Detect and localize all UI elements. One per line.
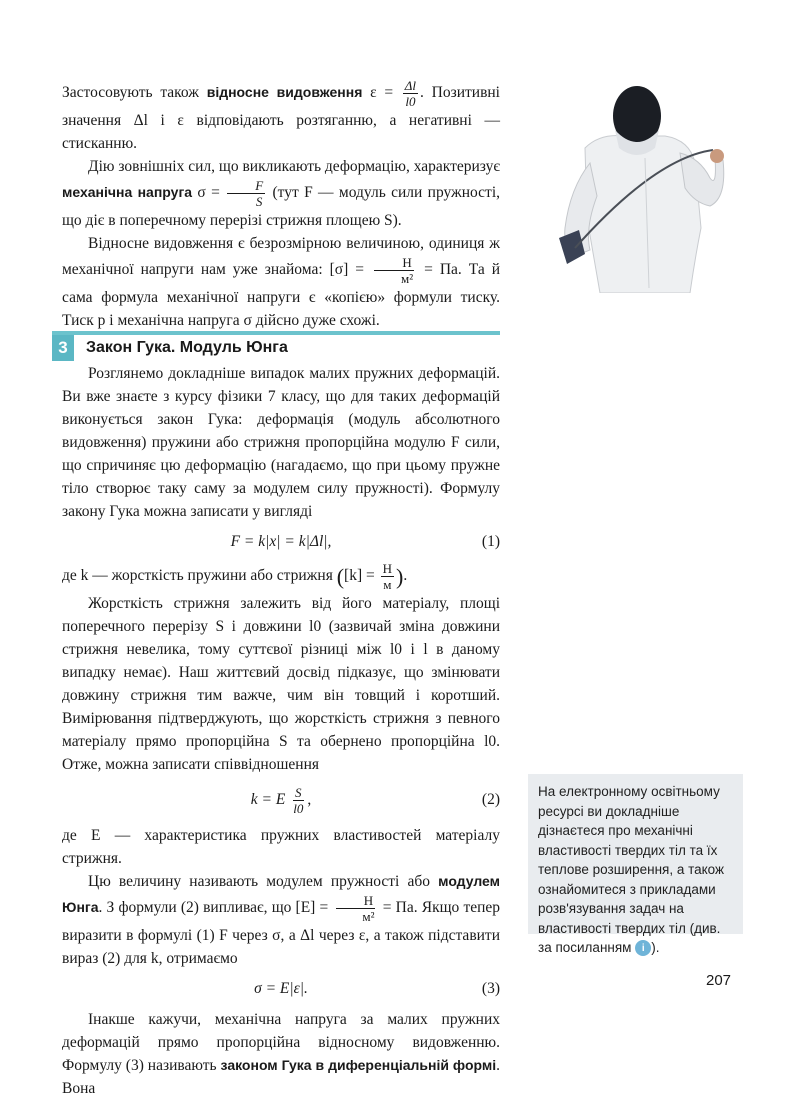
fraction-epsilon: $\frac{\Delta l}{l0}$ bbox=[404, 78, 417, 109]
equation-number-2: (2) bbox=[481, 791, 500, 808]
paragraph-mechanical-stress: Дію зовнішніх сил, що викликають деформацію, характеризує механічна напруга σ = $\frac{F}{S}$ (тут F — модуль сили пружності, що діє в поперечному перерізі стрижня площею S). bbox=[62, 158, 501, 229]
term-young-modulus: модулем Юнга bbox=[62, 873, 501, 916]
formula-2: k = E $\frac{S}{l0}$ , (2) bbox=[62, 780, 500, 820]
section-number: 3 bbox=[52, 335, 74, 361]
term-mechanical-stress: механічна напруга bbox=[62, 184, 193, 201]
term-relative-elongation: відносне видовження bbox=[206, 84, 363, 101]
fencer-photo bbox=[545, 78, 735, 293]
equation-number-1: (1) bbox=[481, 533, 500, 550]
fraction-young-unit: $\frac{Н}{\text{м²}}$ bbox=[334, 893, 376, 924]
section-heading bbox=[52, 331, 500, 361]
body-block bbox=[62, 362, 500, 1100]
page-number: 207 bbox=[706, 972, 732, 989]
term-hooke-differential: законом Гука в диференціальній формі bbox=[220, 1057, 497, 1073]
section-title: Закон Гука. Модуль Юнга bbox=[86, 339, 288, 356]
paragraph-units: Відносне видовження є безрозмірною величиною, одиниця ж механічної напруги нам уже знайома: [σ] = $\frac{Н}{\text{м²}}$ = Па. Та й сама формула механічної напруги є «копією» формули тиску. Тиск p і механічна напруга σ дійсно дуже схожі. bbox=[62, 235, 501, 329]
formula-3: σ = E|ε|. (3) bbox=[62, 974, 500, 1004]
paragraph-relative-elongation: Застосовують також відносне видовження ε = $\frac{\Delta l}{l0}$ . Позитивні значення Δl і ε відповідають розтяганню, а негативні — стисканню. bbox=[62, 78, 500, 152]
fraction-pascal-unit: $\frac{Н}{\text{м²}}$ bbox=[373, 255, 415, 286]
paragraph-stiffness-def: де k — жорсткість пружини або стрижня ([k] = $\frac{Н}{м}$ ). bbox=[62, 561, 408, 592]
e-resource-note: На електронному освітньому ресурсі ви докладніше дізнаєтеся про механічні властивості твердих тіл та їх теплове розширення, а також ознайомитеся з прикладами розв'язування задач на властивості твердих тіл (див. за посиланням i ). bbox=[528, 774, 743, 934]
fraction-stiffness-unit: $\frac{Н}{м}$ bbox=[382, 561, 392, 592]
fraction-s-over-l0: $\frac{S}{l0}$ bbox=[293, 784, 304, 816]
paragraph-e-definition: де E — характеристика пружних властивостей матеріалу стрижня. bbox=[62, 827, 500, 867]
intro-block bbox=[62, 78, 500, 332]
paragraph-differential-form: Інакше кажучи, механічна напруга за малих пружних деформацій прямо пропорційна відносному видовженню. Формулу (3) називають законом Гука в диференціальній формі. Вона bbox=[62, 1011, 500, 1097]
equation-number-3: (3) bbox=[481, 980, 500, 997]
paragraph-hooke-intro: Розглянемо докладніше випадок малих пружних деформацій. Ви вже знаєте з курсу фізики 7 класу, що для таких деформацій виконується закон Гука: деформація (модуль абсолютного видовження) пружини або стрижня пропорційна модулю F сили, що спричиняє цю деформацію (нагадаємо, що при цьому пружне тіло створює таку саму за модулем силу пружності). Формулу закону Гука можна записати у вигляді bbox=[62, 365, 500, 520]
info-link-icon[interactable]: i bbox=[635, 940, 651, 956]
formula-1: F = k|x| = k|Δl|, (1) bbox=[62, 527, 500, 557]
paragraph-stiffness-depends: Жорсткість стрижня залежить від його матеріалу, площі поперечного перерізу S і довжини l0 (зазвичай зміна довжини стрижня невелика, тому суттєвої різниці між l0 і l в даному випадку немає). Наш життєвий досвід підказує, що змінювати довжину стрижня тим важче, чим він товщий і коротший. Вимірювання підтверджують, що жорсткість стрижня з певного матеріалу прямо пропорційна S та обернено пропорційна l0. Отже, можна записати співвідношення bbox=[62, 595, 500, 773]
paragraph-young-modulus: Цю величину називають модулем пружності або модулем Юнга. З формули (2) випливає, що [E] = $\frac{Н}{\text{м²}}$ = Па. Якщо тепер виразити в формулі (1) F через σ, а Δl через ε, а також підставити вираз (2) для k, отримаємо bbox=[62, 873, 501, 967]
fraction-sigma: $\frac{F}{S}$ bbox=[227, 178, 265, 209]
